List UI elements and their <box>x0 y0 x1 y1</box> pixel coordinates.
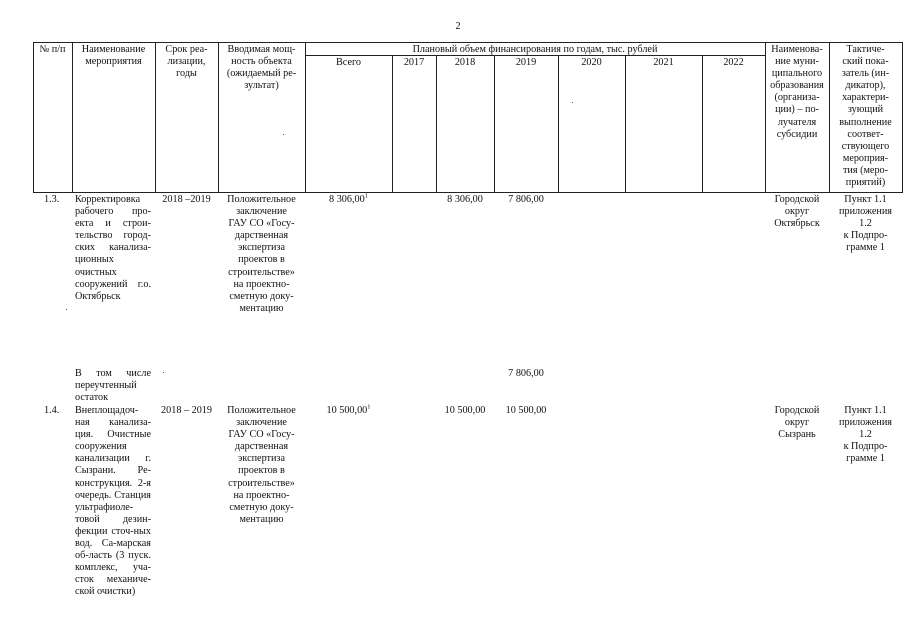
header-2018: 2018 <box>454 57 476 68</box>
header-2019: 2019 <box>515 57 537 68</box>
scan-speck <box>163 372 164 373</box>
header-term: Срок реа- лизации, годы <box>165 44 208 80</box>
header-2021: 2021 <box>653 57 674 68</box>
subrow-2019: 7 806,00 <box>508 368 544 379</box>
scan-speck <box>572 102 573 103</box>
row-1-4-indicator: Пункт 1.1 приложения 1.2 к Подпро- грамме 1 <box>839 405 892 465</box>
row-1-3-name: Корректировка рабочего про-екта и строи-тельство город-ских канализа-ционных очистных сооружений г.о. Октябрьск <box>75 194 151 302</box>
scan-speck <box>66 309 67 310</box>
footnote-mark: 1 <box>367 403 371 411</box>
row-1-4-municipal: Городской округ Сызрань <box>774 405 820 441</box>
row-1-4-term: 2018 – 2019 <box>161 405 212 416</box>
row-1-3-2019: 7 806,00 <box>508 194 544 205</box>
subrow-name: В том числе переучтенный остаток <box>75 368 151 404</box>
col-line <box>33 42 34 192</box>
header-2020: 2020 <box>581 57 602 68</box>
row-1-3-indicator: Пункт 1.1 приложения 1.2 к Подпро- грамме 1 <box>839 194 892 254</box>
row-1-3-total: 8 306,00$^1$ <box>329 192 368 205</box>
row-1-4-2019: 10 500,00 <box>505 405 547 416</box>
col-line <box>558 55 559 192</box>
header-2017: 2017 <box>403 57 425 68</box>
row-1-4-2018: 10 500,00 <box>444 405 486 416</box>
col-line <box>494 55 495 192</box>
header-2022: 2022 <box>723 57 744 68</box>
row-1-4-num: 1.4. <box>44 405 60 416</box>
row-1-3-num: 1.3. <box>44 194 60 205</box>
header-bottom-border <box>33 192 903 193</box>
scan-speck <box>283 134 284 135</box>
row-1-3-municipal: Городской округ Октябрьск <box>774 194 820 230</box>
header-name: Наименование мероприятия <box>81 44 146 68</box>
header-indicator: Тактиче- ский пока- затель (ин- дикатор), характери- зующий выполнение соответ- ствующего мероприя- тия (меро- приятий) <box>839 44 892 189</box>
col-line <box>902 42 903 192</box>
table-top-border <box>33 42 903 43</box>
header-municipal: Наименова- ние муни- ципального образования (организа- ции) – по- лучателя субсидии <box>770 44 824 140</box>
header-financing: Плановый объем финансирования по годам, тыс. рублей <box>412 44 658 55</box>
footnote-mark: 1 <box>364 192 368 200</box>
page-number: 2 <box>455 21 461 32</box>
col-line <box>392 55 393 192</box>
row-1-3-capacity: Положительное заключение ГАУ СО «Госу- дарственная экспертиза проектов в строительстве» на проектно- сметную доку- ментацию <box>227 194 296 314</box>
row-1-4-total: 10 500,00$^1$ <box>326 403 371 416</box>
header-capacity: Вводимая мощ- ность объекта (ожидаемый ре- зультат) <box>226 44 297 92</box>
col-line <box>436 55 437 192</box>
col-line <box>702 55 703 192</box>
row-1-3-2018: 8 306,00 <box>447 194 483 205</box>
row-1-3-term: 2018 –2019 <box>162 194 211 205</box>
row-1-4-name: Внеплощадоч-ная канализа-ция. Очистные сооружения канализации г. Сызрани. Ре-конструкция. 2-я очередь. Станция ультрафиоле-товой дезин-фекции сточ-ных вод. Са-марская об-ласть (3 пуск. комплекс, уча-сток механиче-ской очистки) <box>75 405 151 598</box>
header-total: Всего <box>336 57 361 68</box>
col-line <box>625 55 626 192</box>
row-1-4-capacity: Положительное заключение ГАУ СО «Госу- дарственная экспертиза проектов в строительстве» на проектно- сметную доку- ментацию <box>227 405 296 525</box>
header-num: № п/п <box>39 44 66 55</box>
